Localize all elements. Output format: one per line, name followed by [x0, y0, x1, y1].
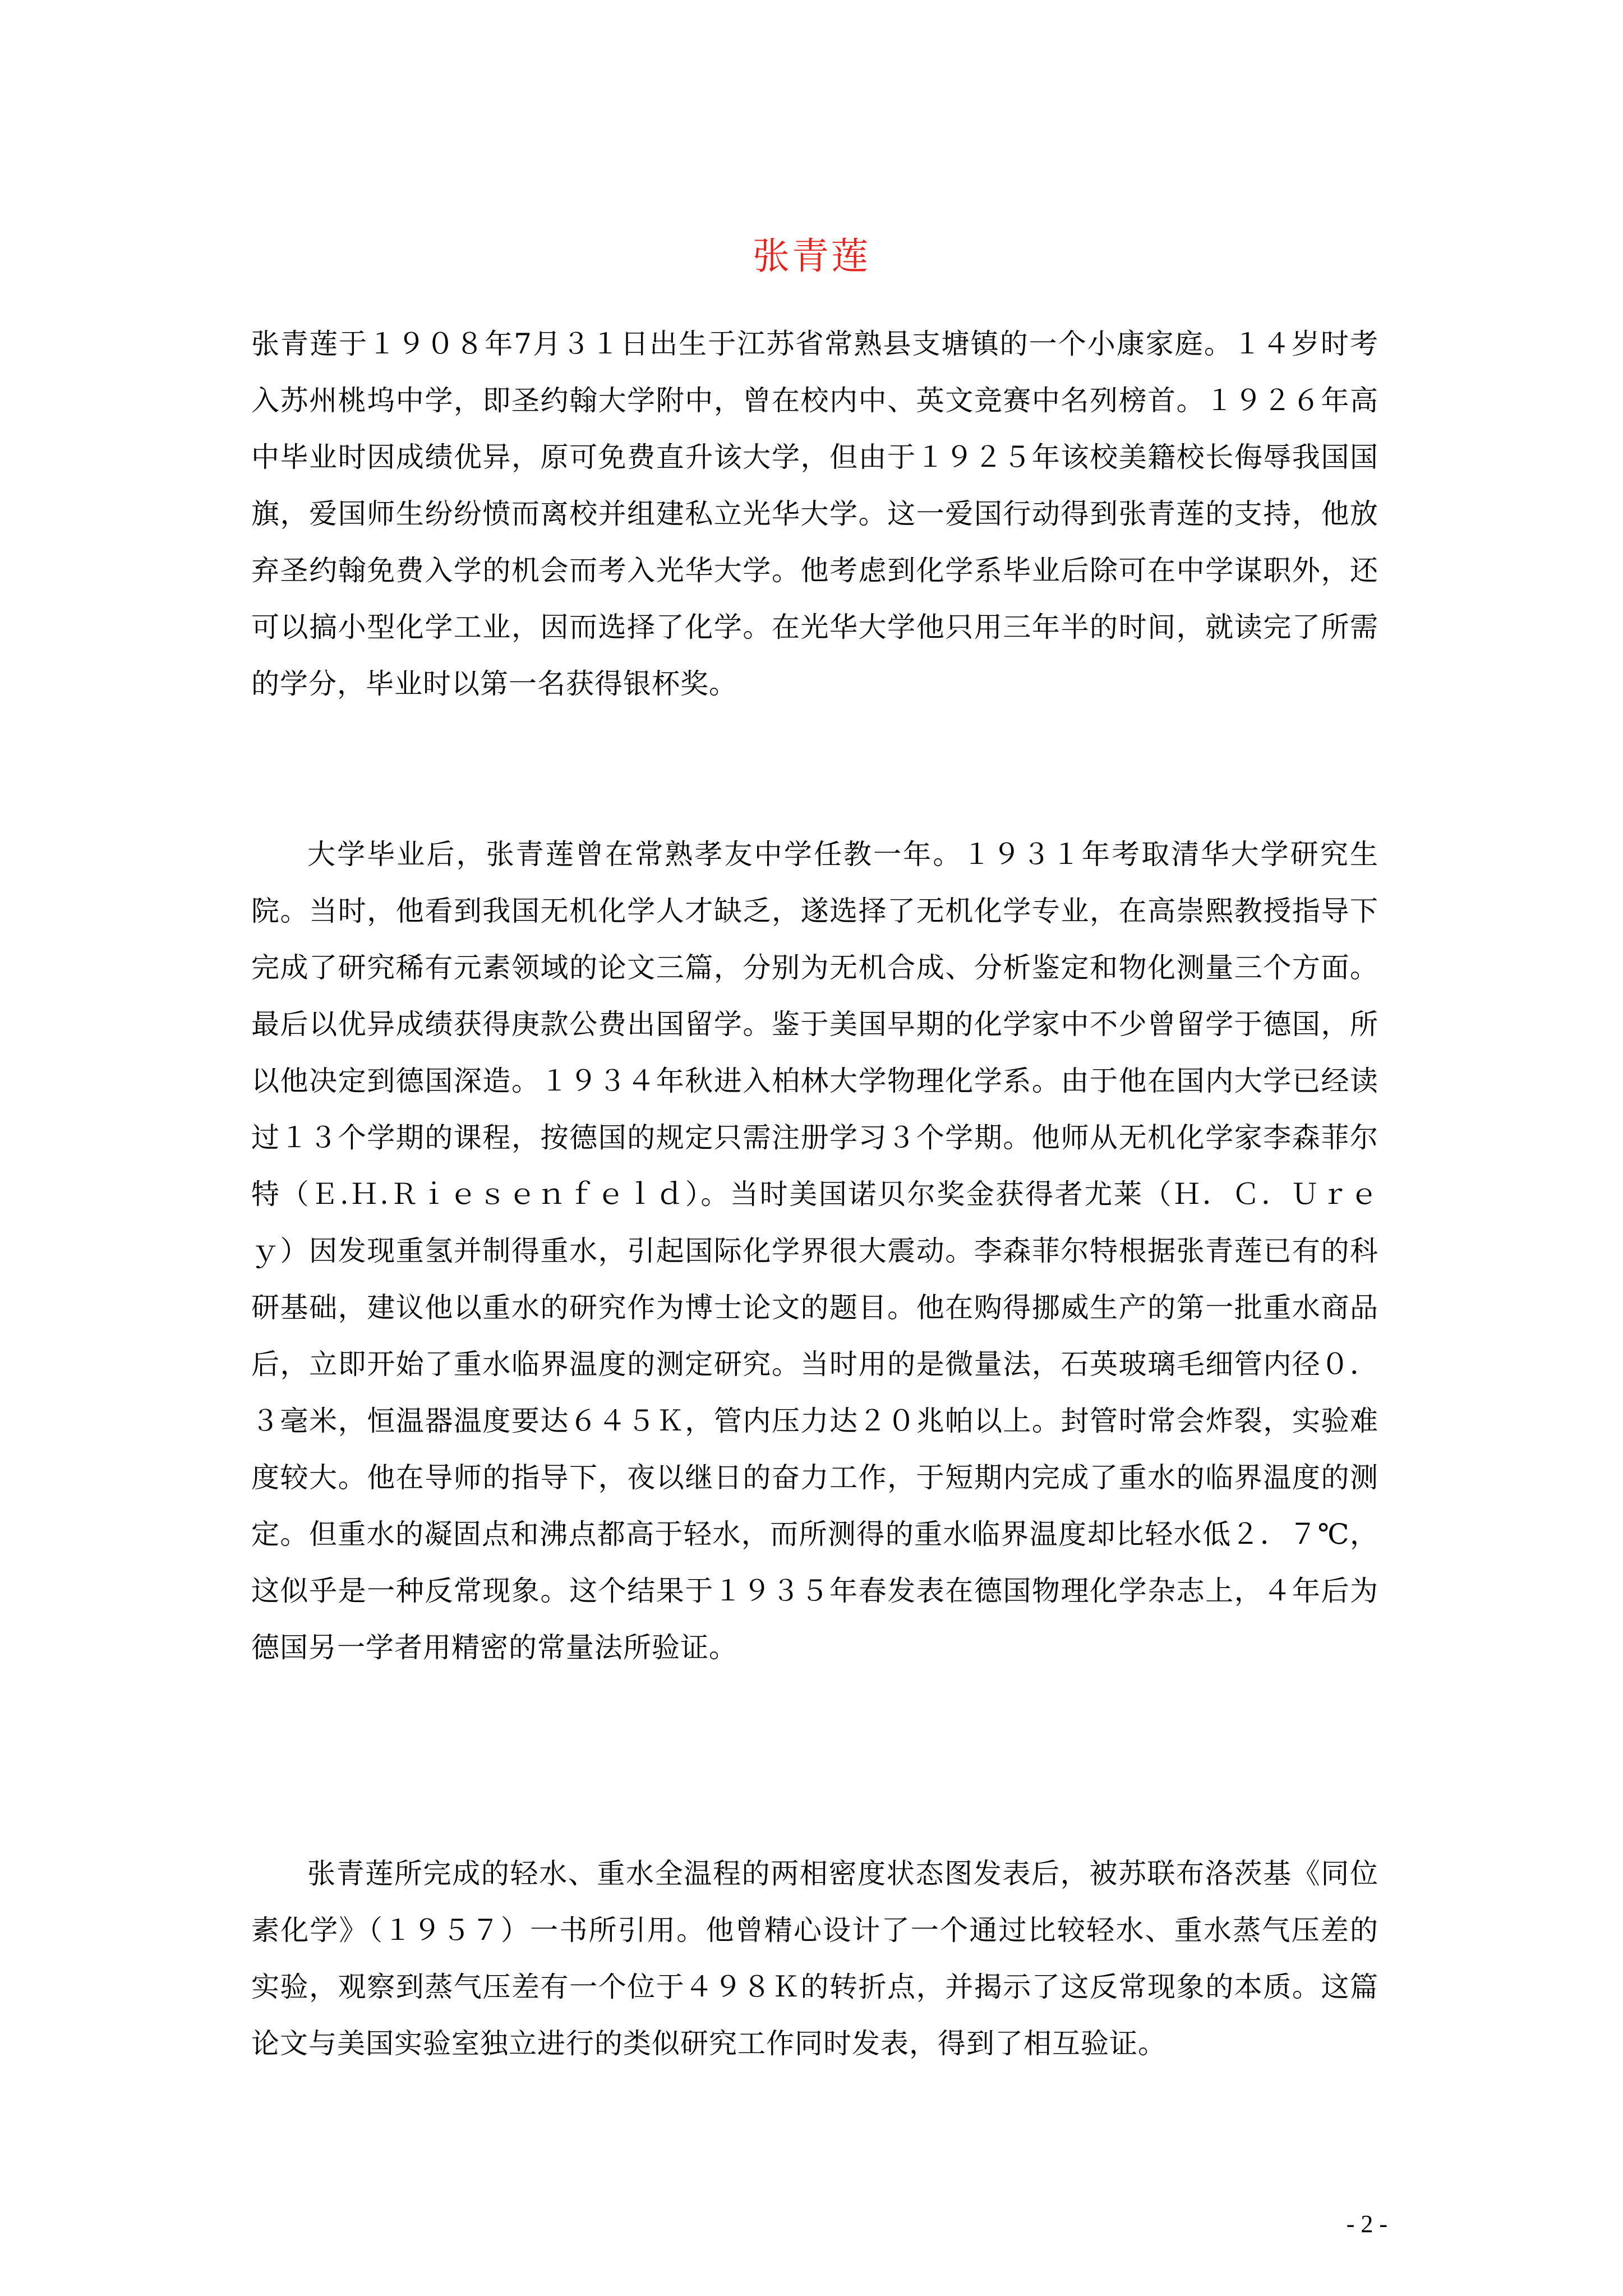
document-title: 张青莲	[753, 234, 870, 278]
page-number: - 2 -	[1346, 2210, 1387, 2238]
paragraph-research-results: 张青莲所完成的轻水、重水全温程的两相密度状态图发表后，被苏联布洛茨基《同位素化学》（１９５７）一书所引用。他曾精心设计了一个通过比较轻水、重水蒸气压差的实验，观察到蒸气压差有一个位于４９８Ｋ的转折点，并揭示了这反常现象的本质。这篇论文与美国实验室独立进行的类似研究工作同时发表，得到了相互验证。	[251, 1857, 1378, 2060]
paragraph-early-life: 张青莲于１９０８年7月３１日出生于江苏省常熟县支塘镇的一个小康家庭。１４岁时考入苏州桃坞中学，即圣约翰大学附中，曾在校内中、英文竞赛中名列榜首。１９２６年高中毕业时因成绩优异，原可免费直升该大学，但由于１９２５年该校美籍校长侮辱我国国旗，爱国师生纷纷愤而离校并组建私立光华大学。这一爱国行动得到张青莲的支持，他放弃圣约翰免费入学的机会而考入光华大学。他考虑到化学系毕业后除可在中学谋职外，还可以搞小型化学工业，因而选择了化学。在光华大学他只用三年半的时间，就读完了所需的学分，毕业时以第一名获得银杯奖。	[251, 328, 1378, 700]
paragraph-graduate-study: 大学毕业后，张青莲曾在常熟孝友中学任教一年。１９３１年考取清华大学研究生院。当时，他看到我国无机化学人才缺乏，遂选择了无机化学专业，在高崇熙教授指导下完成了研究稀有元素领域的论文三篇，分别为无机合成、分析鉴定和物化测量三个方面。最后以优异成绩获得庚款公费出国留学。鉴于美国早期的化学家中不少曾留学于德国，所以他决定到德国深造。１９３４年秋进入柏林大学物理化学系。由于他在国内大学已经读过１３个学期的课程，按德国的规定只需注册学习３个学期。他师从无机化学家李森菲尔特（Ｅ.Ｈ.Ｒｉｅｓｅｎｆｅｌｄ）。当时美国诺贝尔奖金获得者尤莱（Ｈ．Ｃ．Ｕｒｅｙ）因发现重氢并制得重水，引起国际化学界很大震动。李森菲尔特根据张青莲已有的科研基础，建议他以重水的研究作为博士论文的题目。他在购得挪威生产的第一批重水商品后，立即开始了重水临界温度的测定研究。当时用的是微量法，石英玻璃毛细管内径０．３毫米，恒温器温度要达６４５Ｋ，管内压力达２０兆帕以上。封管时常会炸裂，实验难度较大。他在导师的指导下，夜以继日的奋力工作，于短期内完成了重水的临界温度的测定。但重水的凝固点和沸点都高于轻水，而所测得的重水临界温度却比轻水低２．７℃，这似乎是一种反常现象。这个结果于１９３５年春发表在德国物理化学杂志上，４年后为德国另一学者用精密的常量法所验证。	[251, 838, 1378, 1664]
